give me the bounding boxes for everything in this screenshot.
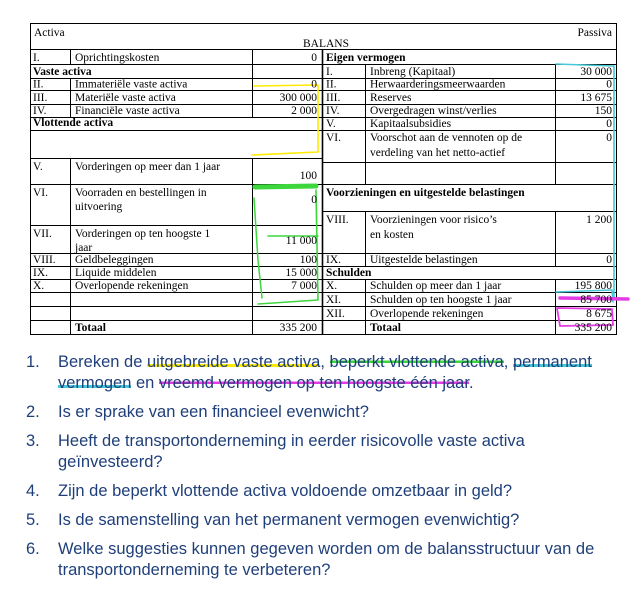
cell-label: Schulden op ten hoogste 1 jaar bbox=[370, 294, 512, 306]
cell-code: VI. bbox=[326, 132, 342, 144]
total-label-passiva: Totaal bbox=[370, 322, 401, 334]
cell-value: 195 800 bbox=[574, 280, 612, 292]
cell-value: 8 675 bbox=[586, 308, 612, 320]
cell-label: Materiële vaste activa bbox=[75, 92, 176, 104]
cell-label: en kosten bbox=[370, 229, 414, 241]
cell-value: 7 000 bbox=[291, 280, 317, 292]
question-text: Heeft de transportonderneming in eerder risicovolle vaste activa geïnvesteerd? bbox=[58, 432, 525, 471]
cell-value: 15 000 bbox=[285, 267, 317, 279]
cell-code: V. bbox=[326, 118, 336, 130]
cell-label: Uitgestelde belastingen bbox=[370, 254, 478, 266]
cell-code: IX. bbox=[33, 267, 49, 279]
cell-label: Liquide middelen bbox=[75, 267, 157, 279]
question-text bbox=[58, 352, 626, 394]
cell-code: III. bbox=[326, 92, 341, 104]
cell-code: V. bbox=[33, 161, 43, 173]
cell-value: 0 bbox=[606, 118, 612, 130]
cell-code: IX. bbox=[326, 254, 342, 266]
question-fragment: , bbox=[503, 353, 513, 371]
cell-code: XII. bbox=[326, 308, 345, 320]
cell-value: 1 200 bbox=[586, 214, 612, 226]
question-text: Welke suggesties kunnen gegeven worden om de balansstructuur van de transportonderneming te verbeteren? bbox=[58, 540, 595, 579]
cell-label: Financiële vaste activa bbox=[75, 105, 180, 117]
cell-label: Kapitaalsubsidies bbox=[370, 118, 452, 130]
cell-label: Voorraden en bestellingen in bbox=[75, 187, 207, 199]
cell-code: II. bbox=[33, 78, 44, 91]
cell-code: I. bbox=[33, 52, 40, 64]
cell-value: 150 bbox=[594, 105, 612, 117]
highlight-uitgebreide-vaste-activa: uitgebreide vaste activa bbox=[146, 353, 321, 371]
cell-value: 11 000 bbox=[285, 235, 317, 247]
question-item bbox=[26, 402, 626, 423]
cell-label: Voorzieningen voor risico’s bbox=[370, 214, 497, 226]
cell-label: uitvoering bbox=[75, 201, 123, 213]
question-item bbox=[26, 481, 626, 502]
cell-value: 0 bbox=[606, 78, 612, 91]
cell-label: Schulden op meer dan 1 jaar bbox=[370, 280, 502, 292]
cell-value: 0 bbox=[311, 78, 317, 91]
cell-value: 85 700 bbox=[580, 294, 612, 306]
cell-label: Herwaarderingsmeerwaarden bbox=[370, 78, 506, 91]
total-value-activa: 335 200 bbox=[279, 322, 317, 334]
cell-code: X. bbox=[326, 280, 338, 292]
cell-label: Overgedragen winst/verlies bbox=[370, 105, 497, 117]
cell-label: Immateriële vaste activa bbox=[75, 78, 188, 91]
cell-value: 2 000 bbox=[291, 105, 317, 117]
question-item bbox=[26, 352, 626, 394]
question-number: 3. bbox=[26, 432, 40, 450]
cell-label: Vorderingen op meer dan 1 jaar bbox=[75, 161, 221, 173]
cell-label: Inbreng (Kapitaal) bbox=[370, 66, 456, 78]
cell-code: VI. bbox=[33, 187, 49, 199]
cell-value: 100 bbox=[299, 254, 317, 266]
cell-code: XI. bbox=[326, 294, 342, 306]
question-item bbox=[26, 539, 626, 581]
cell-code: II. bbox=[326, 78, 337, 91]
cell-label: Vorderingen op ten hoogste 1 bbox=[75, 228, 211, 240]
question-fragment: Bereken de bbox=[58, 353, 147, 371]
section-heading: Schulden bbox=[326, 267, 372, 279]
question-number: 2. bbox=[26, 403, 40, 421]
section-heading: Vaste activa bbox=[33, 66, 92, 78]
cell-value: 0 bbox=[606, 132, 612, 144]
question-text: Is de samenstelling van het permanent vermogen evenwichtig? bbox=[58, 511, 520, 529]
cell-value: 300 000 bbox=[279, 92, 317, 104]
cell-label: verdeling van het netto-actief bbox=[370, 147, 506, 159]
cell-label: jaar bbox=[75, 242, 93, 254]
cell-label: Overlopende rekeningen bbox=[370, 308, 484, 320]
question-fragment: . bbox=[468, 374, 474, 392]
balance-title: BALANS bbox=[302, 38, 350, 50]
cell-value: 0 bbox=[311, 52, 317, 64]
cell-value: 13 675 bbox=[580, 92, 612, 104]
cell-code: VIII. bbox=[326, 214, 349, 226]
cell-value: 30 000 bbox=[580, 66, 612, 78]
cell-label: Oprichtingskosten bbox=[75, 52, 160, 64]
question-list bbox=[26, 352, 626, 589]
cell-code: X. bbox=[33, 280, 45, 292]
cell-value: 0 bbox=[311, 194, 317, 206]
cell-value: 0 bbox=[606, 254, 612, 266]
question-number: 1. bbox=[26, 353, 40, 371]
cell-code: IV. bbox=[326, 105, 340, 117]
question-fragment: en bbox=[131, 374, 159, 392]
cell-code: VII. bbox=[33, 228, 52, 240]
total-value-passiva: 335 200 bbox=[574, 322, 612, 334]
cell-code: III. bbox=[33, 92, 48, 104]
question-item bbox=[26, 431, 626, 473]
section-heading: Voorzieningen en uitgestelde belastingen bbox=[326, 187, 525, 199]
cell-label: Voorschot aan de vennoten op de bbox=[370, 132, 523, 144]
section-heading: Vlottende activa bbox=[33, 117, 114, 129]
highlight-vreemd-vermogen: vreemd vermogen op ten hoogste één jaar bbox=[158, 374, 469, 392]
cell-label: Reserves bbox=[370, 92, 412, 104]
question-number: 5. bbox=[26, 511, 40, 529]
question-number: 6. bbox=[26, 540, 40, 558]
question-item bbox=[26, 510, 626, 531]
section-heading: Eigen vermogen bbox=[326, 52, 406, 64]
question-text: Is er sprake van een financieel evenwicht? bbox=[58, 403, 369, 421]
activa-header: Activa bbox=[34, 27, 65, 39]
total-label-activa: Totaal bbox=[75, 322, 106, 334]
cell-label: Overlopende rekeningen bbox=[75, 280, 189, 292]
cell-code: IV. bbox=[33, 105, 47, 117]
cell-code: I. bbox=[326, 66, 333, 78]
cell-value: 100 bbox=[299, 170, 317, 182]
highlight-permanent-vermogen: permanent vermogen bbox=[58, 353, 592, 392]
question-number: 4. bbox=[26, 482, 40, 500]
cell-label: Geldbeleggingen bbox=[75, 254, 154, 266]
passiva-header: Passiva bbox=[577, 27, 612, 39]
question-text: Zijn de beperkt vlottende activa voldoende omzetbaar in geld? bbox=[58, 482, 513, 500]
cell-code: VIII. bbox=[33, 254, 56, 266]
question-fragment: , bbox=[320, 353, 330, 371]
highlight-beperkt-vlottende-activa: beperkt vlottende activa bbox=[329, 353, 504, 371]
